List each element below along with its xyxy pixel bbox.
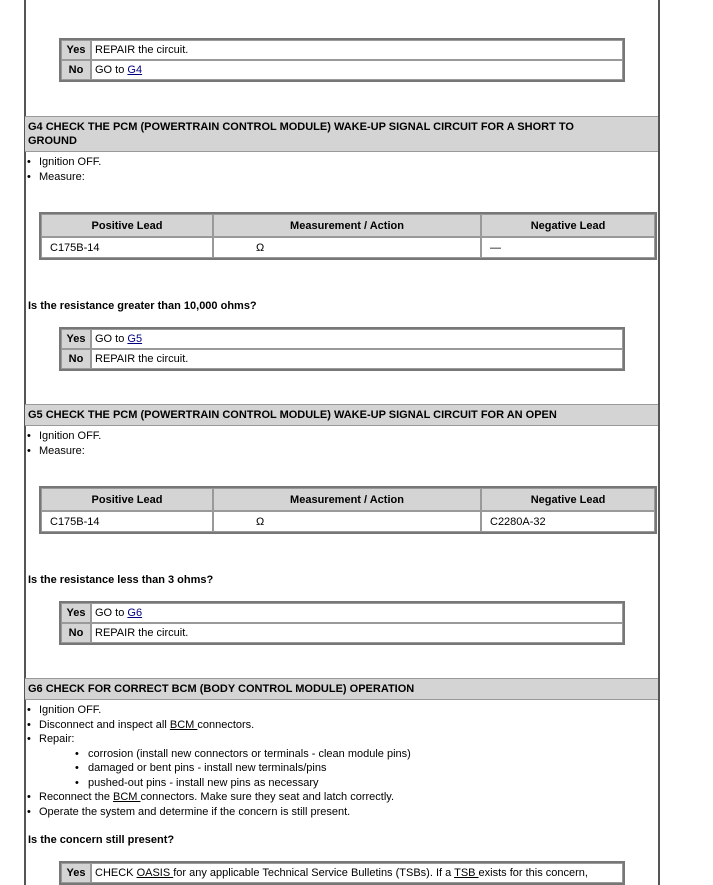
list-item: • Repair: • corrosion (install new connectors or terminals - clean module pins) • damaged or bent pins - install new terminals/pins • pushed-out pins - install new pins as necessary [27, 733, 411, 789]
answer-row-no [61, 349, 623, 369]
answer-key: Yes [61, 863, 91, 883]
right-frame-border [658, 0, 660, 885]
answer-row-yes [61, 603, 623, 623]
g4-measure-table [39, 212, 657, 260]
g4-bullet-list [26, 155, 101, 184]
bcm-link[interactable]: BCM [113, 791, 141, 803]
table-row [41, 511, 655, 532]
link-g6[interactable]: G6 [127, 607, 143, 619]
answer-row-yes [61, 40, 623, 60]
answer-text: GO to G4 [91, 60, 623, 80]
answer-key: No [61, 623, 91, 643]
answer-key: No [61, 349, 91, 369]
list-item: • Reconnect the BCM connectors. Make sure they seat and latch correctly. [27, 791, 395, 803]
answer-text: REPAIR the circuit. [91, 40, 623, 60]
step-title: G5 CHECK THE PCM (POWERTRAIN CONTROL MODULE) WAKE-UP SIGNAL CIRCUIT FOR AN OPEN [28, 409, 557, 421]
answer-key: Yes [61, 329, 91, 349]
g4-question: Is the resistance greater than 10,000 ohms? [28, 300, 257, 312]
step-header-g4 [25, 116, 658, 152]
g6-answer-table [59, 861, 625, 885]
repair-sublist [39, 747, 411, 791]
list-item: • Ignition OFF. [27, 156, 102, 168]
list-item: • Operate the system and determine if the concern is still present. [27, 805, 351, 818]
answer-key: Yes [61, 40, 91, 60]
answer-key: No [61, 60, 91, 80]
list-item: • corrosion (install new connectors or terminals - clean module pins) [75, 747, 411, 760]
answer-row-no [61, 60, 623, 80]
g4-answer-table [59, 327, 625, 371]
list-item: • Measure: [27, 170, 85, 183]
list-item: • pushed-out pins - install new pins as necessary [75, 776, 319, 789]
link-g4[interactable]: G4 [127, 64, 143, 76]
table-cell: Ω [213, 511, 481, 532]
answer-text: CHECK OASIS for any applicable Technical Service Bulletins (TSBs). If a TSB exists for this concern, [91, 863, 623, 883]
tsb-link[interactable]: TSB [454, 867, 479, 879]
table-cell: C175B-14 [41, 511, 213, 532]
link-g5[interactable]: G5 [127, 333, 143, 345]
answer-text: GO to G6 [91, 603, 623, 623]
table-cell: Ω [213, 237, 481, 258]
column-header: Negative Lead [481, 214, 655, 237]
column-header: Measurement / Action [213, 214, 481, 237]
answer-text: GO to G5 [91, 329, 623, 349]
list-item: • damaged or bent pins - install new terminals/pins [75, 762, 327, 774]
step-title-cont: GROUND [28, 135, 77, 147]
answer-text: REPAIR the circuit. [91, 623, 623, 643]
column-header: Measurement / Action [213, 488, 481, 511]
step-title: G6 CHECK FOR CORRECT BCM (BODY CONTROL MODULE) OPERATION [28, 683, 415, 695]
oasis-link[interactable]: OASIS [136, 867, 174, 879]
table-cell: C2280A-32 [481, 511, 655, 532]
column-header: Positive Lead [41, 488, 213, 511]
step-title: G4 CHECK THE PCM (POWERTRAIN CONTROL MODULE) WAKE-UP SIGNAL CIRCUIT FOR A SHORT TO [28, 121, 574, 133]
g6-question: Is the concern still present? [28, 834, 175, 846]
top-answer-table [59, 38, 625, 82]
answer-key: Yes [61, 603, 91, 623]
table-row [41, 237, 655, 258]
answer-row-no [61, 623, 623, 643]
column-header: Negative Lead [481, 488, 655, 511]
table-cell: — [481, 237, 655, 258]
step-header-g5 [25, 404, 658, 426]
table-cell: C175B-14 [41, 237, 213, 258]
answer-row-yes [61, 329, 623, 349]
step-header-g6 [25, 678, 658, 700]
list-item: • Ignition OFF. [27, 430, 102, 442]
g5-answer-table [59, 601, 625, 645]
list-item: • Ignition OFF. [27, 704, 102, 716]
g5-measure-table [39, 486, 657, 534]
column-header: Positive Lead [41, 214, 213, 237]
list-item: • Measure: [27, 444, 85, 457]
list-item: • Disconnect and inspect all BCM connectors. [27, 718, 255, 731]
answer-row-yes [61, 863, 623, 883]
bcm-link[interactable]: BCM [169, 718, 198, 731]
g5-question: Is the resistance less than 3 ohms? [28, 574, 214, 586]
g5-bullet-list [26, 429, 101, 458]
g6-bullet-list [26, 703, 411, 819]
answer-text: REPAIR the circuit. [91, 349, 623, 369]
